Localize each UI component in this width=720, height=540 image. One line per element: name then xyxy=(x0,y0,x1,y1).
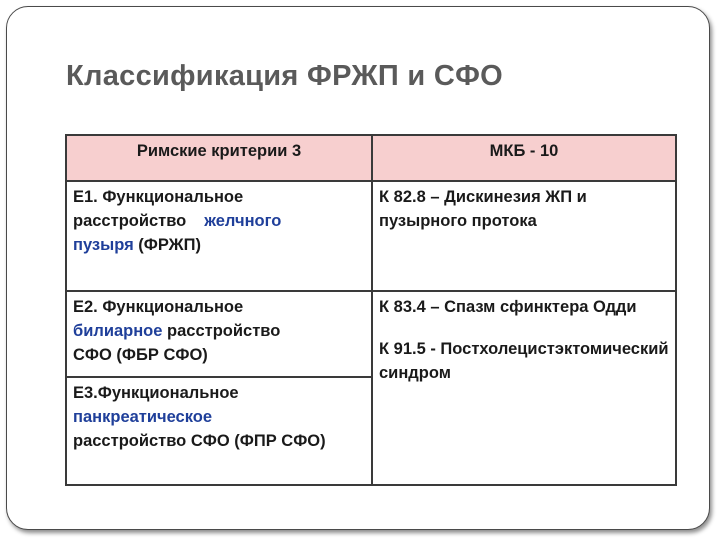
table-row xyxy=(66,181,676,291)
e2-line2a: билиарное xyxy=(73,322,163,340)
e1-line1: Е1. Функциональное xyxy=(73,188,244,206)
header-icd10: МКБ - 10 xyxy=(372,135,676,181)
cell-k828: К 82.8 – Дискинезия ЖП и пузырного протока xyxy=(372,181,676,291)
e2-line3: СФО (ФБР СФО) xyxy=(73,346,208,364)
cell-e2 xyxy=(66,291,372,377)
e3-line3: расстройство СФО (ФПР СФО) xyxy=(73,432,326,450)
e2-line2b: расстройство xyxy=(162,322,281,340)
e1-line3b: (ФРЖП) xyxy=(133,236,201,254)
e1-line3a: пузыря xyxy=(73,236,134,254)
e2-line1: Е2. Функциональное xyxy=(73,298,244,316)
cell-e3 xyxy=(66,377,372,485)
classification-table xyxy=(65,134,677,486)
e3-line1: Е3.Функциональное xyxy=(73,384,239,402)
table-header-row xyxy=(66,135,676,181)
cell-e1 xyxy=(66,181,372,291)
e1-line2b: желчного xyxy=(204,212,282,230)
k915-text: К 91.5 - Постхолецистэктомический синдром xyxy=(379,340,669,382)
slide-title: Классификация ФРЖП и СФО xyxy=(66,60,503,92)
cell-k834-k915 xyxy=(372,291,676,485)
e3-line2: панкреатическое xyxy=(73,408,213,426)
e1-line2a: расстройство xyxy=(73,212,187,230)
k834-text: К 83.4 – Спазм сфинктера Одди xyxy=(379,298,637,316)
table-row xyxy=(66,291,676,377)
header-rome-criteria: Римские критерии 3 xyxy=(66,135,372,181)
